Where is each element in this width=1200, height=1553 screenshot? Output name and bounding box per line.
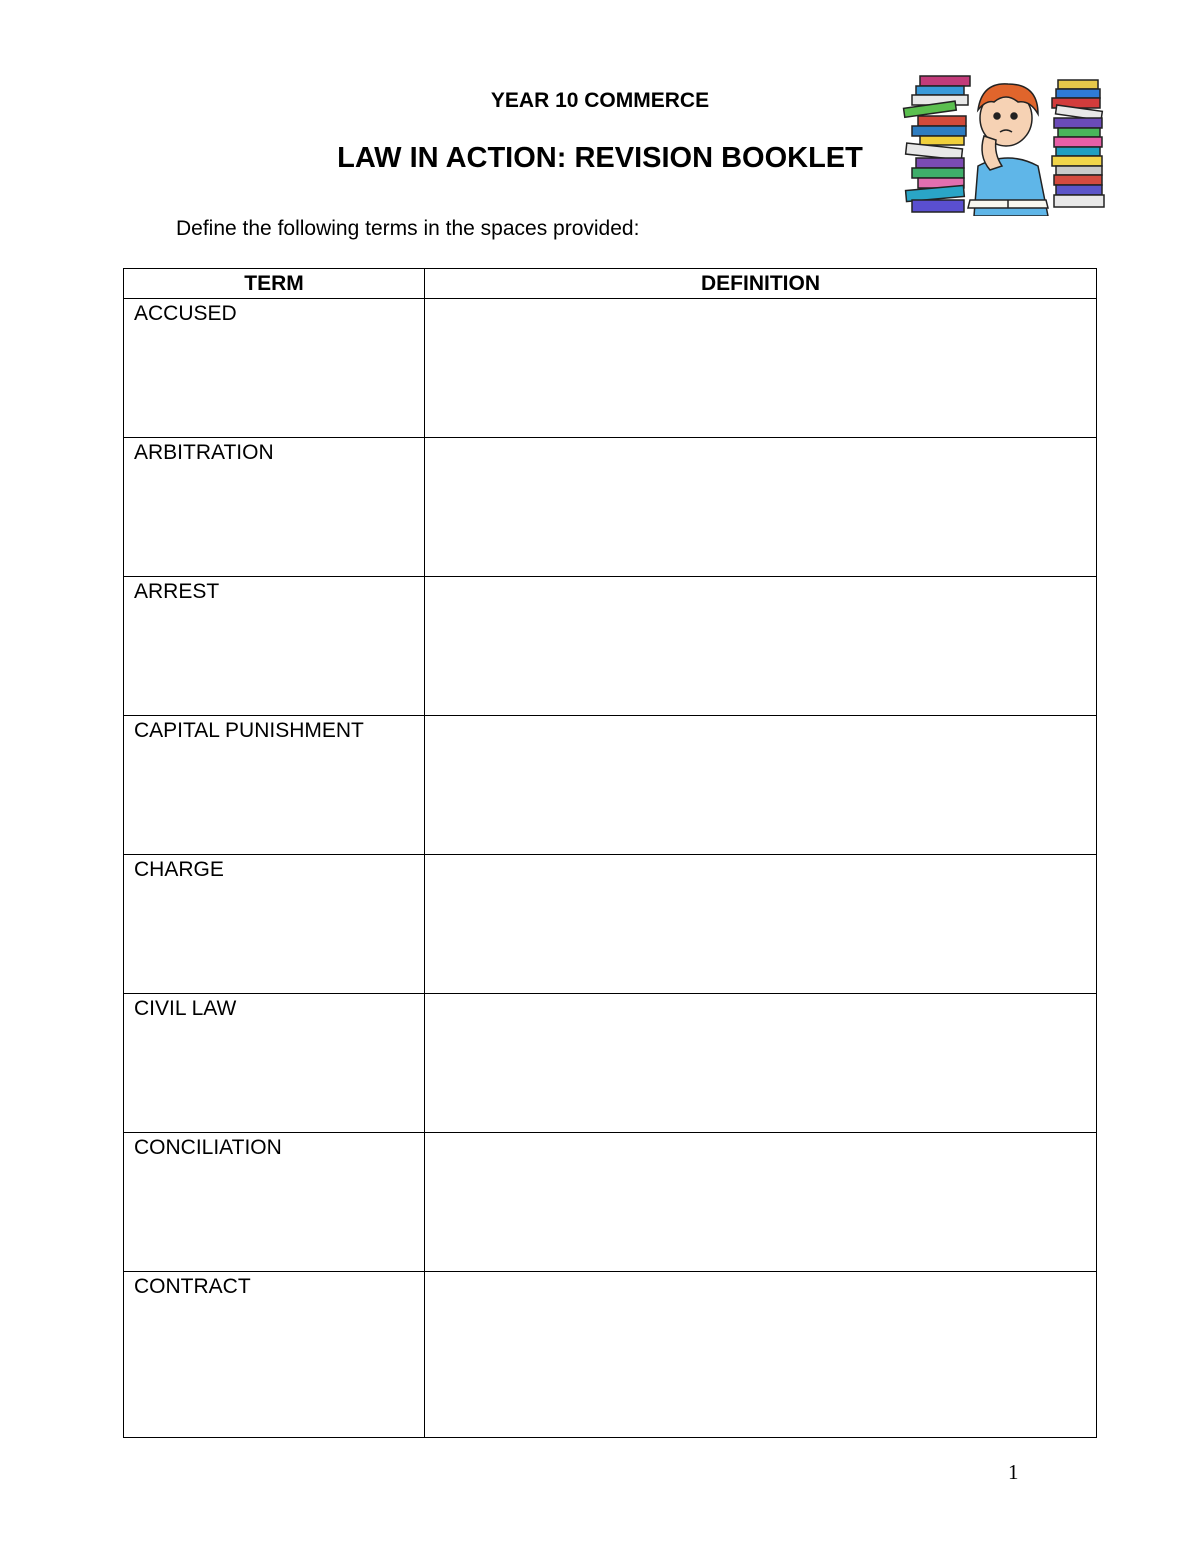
table-row	[124, 855, 1097, 994]
table-row	[124, 1272, 1097, 1438]
term-cell: CIVIL LAW	[124, 994, 425, 1133]
column-header-term: TERM	[124, 269, 425, 299]
student-with-books-icon	[898, 70, 1118, 216]
instruction-text: Define the following terms in the spaces provided:	[176, 217, 640, 240]
definition-cell[interactable]	[425, 1272, 1097, 1438]
definition-cell[interactable]	[425, 994, 1097, 1133]
definition-cell[interactable]	[425, 577, 1097, 716]
column-header-definition: DEFINITION	[425, 269, 1097, 299]
term-cell: CHARGE	[124, 855, 425, 994]
term-cell: ARBITRATION	[124, 438, 425, 577]
term-cell: CONCILIATION	[124, 1133, 425, 1272]
page-title: LAW IN ACTION: REVISION BOOKLET	[337, 142, 863, 174]
table-header-row	[124, 269, 1097, 299]
definitions-table	[123, 268, 1097, 1438]
page-number: 1	[1008, 1460, 1019, 1484]
definition-cell[interactable]	[425, 438, 1097, 577]
table-row	[124, 299, 1097, 438]
term-cell: CAPITAL PUNISHMENT	[124, 716, 425, 855]
definition-cell[interactable]	[425, 299, 1097, 438]
table-row	[124, 1133, 1097, 1272]
definition-cell[interactable]	[425, 1133, 1097, 1272]
term-cell: CONTRACT	[124, 1272, 425, 1438]
definition-cell[interactable]	[425, 716, 1097, 855]
definition-cell[interactable]	[425, 855, 1097, 994]
table-row	[124, 716, 1097, 855]
document-subtitle: YEAR 10 COMMERCE	[490, 89, 710, 112]
term-cell: ARREST	[124, 577, 425, 716]
table-row	[124, 438, 1097, 577]
table-row	[124, 577, 1097, 716]
term-cell: ACCUSED	[124, 299, 425, 438]
table-row	[124, 994, 1097, 1133]
